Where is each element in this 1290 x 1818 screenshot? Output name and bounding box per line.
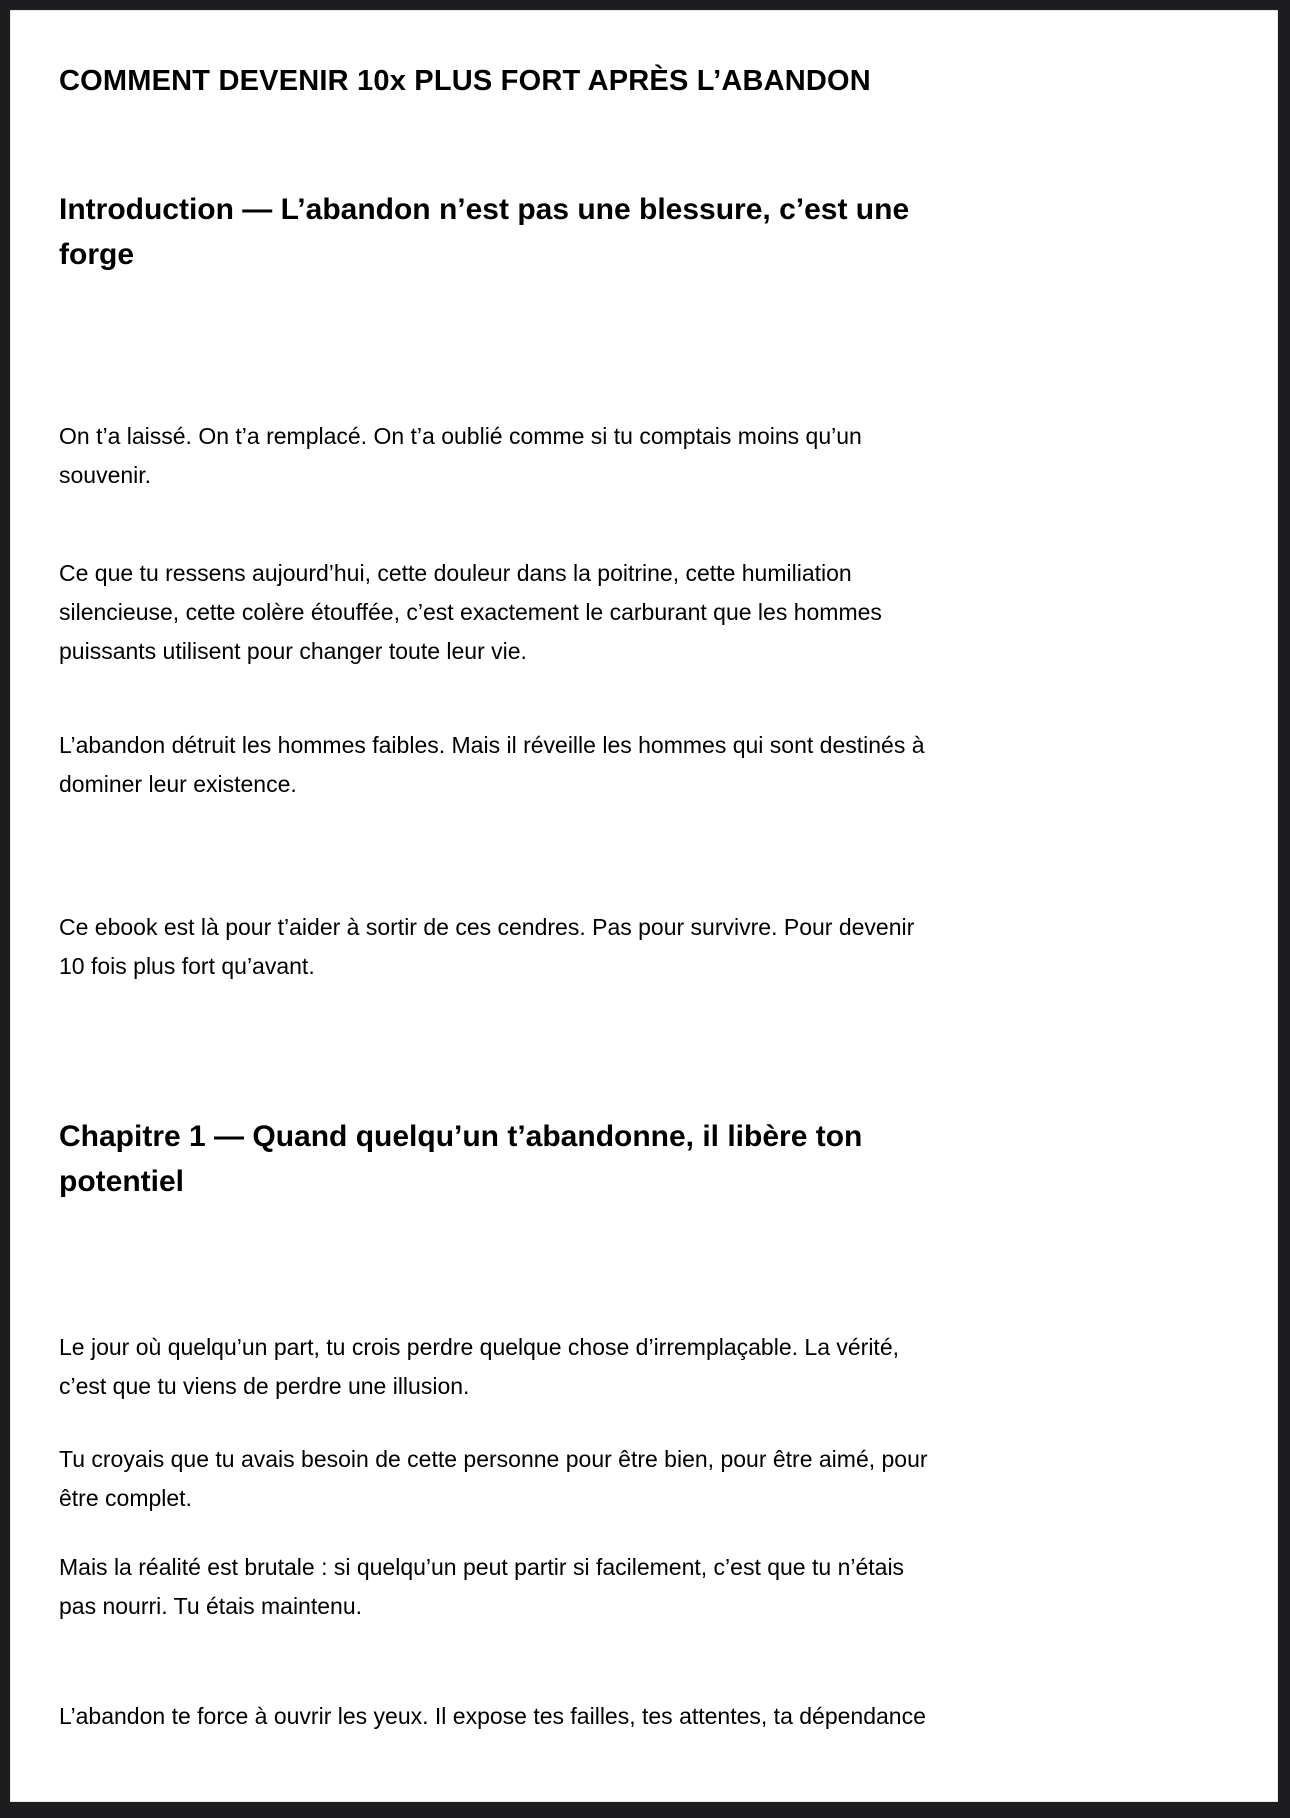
document-title	[59, 61, 1238, 101]
text-line: Ce ebook est là pour t’aider à sortir de ces cendres. Pas pour survivre. Pour devenir	[59, 914, 915, 940]
text-line: Tu croyais que tu avais besoin de cette personne pour être bien, pour être aimé, pour	[59, 1446, 928, 1472]
paragraph	[59, 1440, 1238, 1518]
text-line: potentiel	[59, 1165, 184, 1198]
text-line: être complet.	[59, 1485, 192, 1511]
text-line: forge	[59, 238, 134, 271]
text-line: 10 fois plus fort qu’avant.	[59, 953, 315, 979]
text-line: c’est que tu viens de perdre une illusion.	[59, 1373, 470, 1399]
text-line: Le jour où quelqu’un part, tu crois perdre quelque chose d’irremplaçable. La vérité,	[59, 1334, 900, 1360]
text-line: On t’a laissé. On t’a remplacé. On t’a oublié comme si tu comptais moins qu’un	[59, 423, 862, 449]
section-heading-introduction	[59, 187, 1238, 277]
text-line: Chapitre 1 — Quand quelqu’un t’abandonne, il libère ton	[59, 1120, 863, 1153]
document-content	[10, 61, 1278, 1736]
paragraph	[59, 1328, 1238, 1406]
text-line: Ce que tu ressens aujourd’hui, cette douleur dans la poitrine, cette humiliation	[59, 560, 852, 586]
text-line: dominer leur existence.	[59, 771, 297, 797]
paragraph	[59, 1548, 1238, 1626]
paragraph	[59, 908, 1238, 986]
text-line: L’abandon détruit les hommes faibles. Mais il réveille les hommes qui sont destinés à	[59, 732, 925, 758]
paragraph	[59, 554, 1238, 671]
text-line: souvenir.	[59, 462, 152, 488]
text-line: Mais la réalité est brutale : si quelqu’un peut partir si facilement, c’est que tu n’étais	[59, 1554, 905, 1580]
paragraph	[59, 417, 1238, 495]
text-line: pas nourri. Tu étais maintenu.	[59, 1593, 362, 1619]
text-line: L’abandon te force à ouvrir les yeux. Il expose tes failles, tes attentes, ta dépendance	[59, 1703, 926, 1729]
paragraph	[59, 726, 1238, 804]
paragraph	[59, 1697, 1238, 1736]
text-line: silencieuse, cette colère étouffée, c’est exactement le carburant que les hommes	[59, 599, 882, 625]
text-line: Introduction — L’abandon n’est pas une blessure, c’est une	[59, 193, 910, 226]
text-line: puissants utilisent pour changer toute leur vie.	[59, 638, 527, 664]
text-line: COMMENT DEVENIR 10x PLUS FORT APRÈS L’ABANDON	[59, 65, 871, 97]
section-heading-chapitre-1	[59, 1114, 1238, 1204]
document-page	[10, 10, 1278, 1802]
